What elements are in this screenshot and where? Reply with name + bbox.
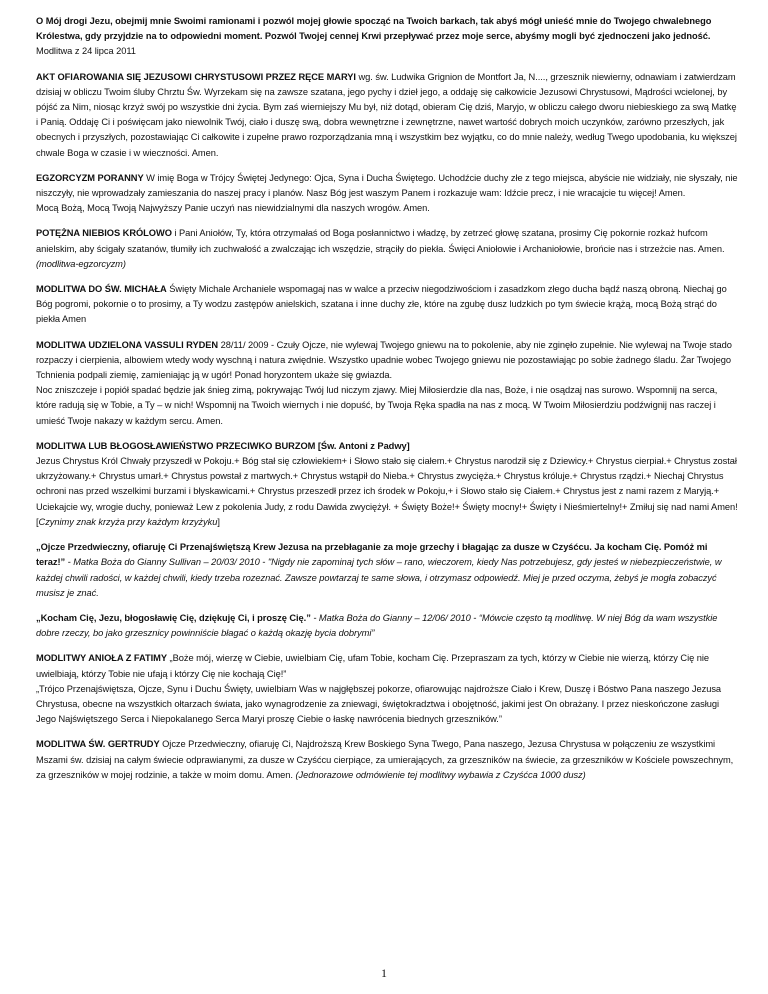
potezna-source: (modlitwa-egzorcyzm) [36,258,126,269]
michal-text: Święty Michale Archaniele wspomagaj nas w walce a przeciw niegodziwościom i zasadzkom złego ducha bądź naszą obroną. Niechaj go Bóg pogromi, pokornie o to prosimy, a Ty wodzu zastępów anielskich, szatana i inne duchy złe, które na zgubę dusz ludzkich po tym świecie krążą, mocą Bożą strąć do piekła Amen [36,284,727,325]
akt-heading: AKT OFIAROWANIA SIĘ JEZUSOWI CHRYSTUSOWI PRZEZ RĘCE MARYI [36,71,356,82]
vassula-line2: Noc zniszczeje i popiół spadać będzie jak śnieg zimą, pokrywając Twój lud niczym zjawy. Miej Miłosierdzie dla nas, Boże, i nie osądzaj nas surowo. Wspomnij na serca, które radują się w Tobie, a Ty – w nich! Wspomnij na Twoich wiernych i nie dopuść, by Twoja Ręka spadła na nas z mocą. W Twoim Miłosierdziu podźwignij nas raczej i umieść Twoje nakazy w każdym sercu. Amen. [36,385,718,426]
egzorcyzm-heading: EGZORCYZM PORANNY [36,172,144,183]
gertruda-paragraph [36,737,738,783]
aniol-heading: MODLITWY ANIOŁA Z FATIMY [36,653,168,664]
vassula-heading: MODLITWA UDZIELONA VASSULI RYDEN [36,339,219,350]
ojcze-commentary: - Matka Boża do Gianny Sullivan – 20/03/ 2010 - "Nigdy nie zapominaj tych słów – rano, wieczorem, kiedy Nas potrzebujesz, gdy jesteś w niebezpieczeństwie, w każdej chwili radości, w każdej chwili, kiedy trzeba rozeznać. Zawsze powtarzaj te same słowa, i otrzymasz odpowiedź. Miej je przed oczyma, żebyś je mogła zobaczyć musisz je znać. [36,557,722,598]
burza-close: ] [217,516,220,527]
burza-note: Czynimy znak krzyża przy każdym krzyżyku [38,516,218,527]
egzorcyzm-line2: Mocą Bożą, Mocą Twoją Najwyższy Panie uczyń nas niewidzialnymi dla naszych wrogów. Amen. [36,203,430,214]
michal-heading: MODLITWA DO ŚW. MICHAŁA [36,284,167,295]
potezna-paragraph [36,226,738,272]
intro-date: Modlitwa z 24 lipca 2011 [36,46,136,57]
ojcze-prayer: „Ojcze Przedwieczny, ofiaruję Ci Przenajświętszą Krew Jezusa na przebłaganie za moje grzechy i błagając za dusze w Czyśćcu. Ja kocham Cię. Pomóż mi teraz!” [36,542,708,568]
gertruda-text: Ojcze Przedwieczny, ofiaruję Ci, Najdroższą Krew Boskiego Syna Twego, Pana naszego, Jezusa Chrystusa w połączeniu ze wszystkimi Mszami św. dzisiaj na całym świecie odprawianymi, za dusze w Czyśćcu cierpiące, za umierających, za grzeszników na świecie, za grzeszników w Kościele powszechnym, za grzeszników w mojej rodzinie, a także w moim domu. Amen. [36,739,734,780]
vassula-paragraph [36,338,738,429]
aniol-paragraph [36,651,738,727]
intro-paragraph [36,14,738,60]
potezna-heading: POTĘŻNA NIEBIOS KRÓLOWO [36,228,172,239]
burza-paragraph [36,439,738,530]
ojcze-paragraph [36,540,738,601]
egzorcyzm-text: W imię Boga w Trójcy Świętej Jedynego: Ojca, Syna i Ducha Świętego. Uchodźcie duchy złe z tego miejsca, abyście nie widziały, nie słyszały, nie niszczyły, nie wprowadzały zamieszania do naszej pracy i planów. Nasz Bóg jest waszym Panem i rozkazuje wam: Idźcie precz, i nie wracajcie tu więcej! Amen. [36,172,738,199]
akt-text: wg. św. Ludwika Grignion de Montfort Ja, N...., grzesznik niewierny, odnawiam i zatwierdzam dzisiaj w obliczu Twoim śluby Chrztu Św. Wyrzekam się na zawsze szatana, jego pychy i dzieł jego, a oddaję się całkowicie Jezusowi Chrystusowi, Mądrości wcielonej, by pójść za Nim, niosąc krzyż swój po wszystkie dni życia. Bym zaś wierniejszy Mu był, niż dotąd, obieram Cię dziś, Maryjo, w obliczu całego dworu niebieskiego za swą Matkę i Panią. Oddaję Ci i poświęcam jako niewolnik Twój, ciało i duszę swą, dobra wewnętrzne i zewnętrzne, nawet wartość dobrych moich uczynków, zarówno przeszłych, jak obecnych i przyszłych, pozostawiając Ci całkowite i zupełne prawo rozporządzania mną i wszystkim bez wyjątku, co do mnie należy, według Twego upodobania, ku większej chwale Boga w czasie i w wieczności. Amen. [36,71,737,158]
kocham-paragraph [36,611,738,641]
michal-paragraph [36,282,738,328]
egzorcyzm-paragraph [36,171,738,217]
aniol-text: „Boże mój, wierzę w Ciebie, uwielbiam Cię, ufam Tobie, kocham Cię. Przepraszam za tych, którzy w Ciebie nie wierzą, którzy Cię nie uwielbiają, którzy Tobie nie ufają i którzy Cię nie kochają Cię!” [36,653,710,679]
vassula-text: 28/11/ 2009 - Czuły Ojcze, nie wylewaj Twojego gniewu na to pokolenie, aby nie zginęło zupełnie. Nie wylewaj na Twoje stado rozpaczy i cierpienia, albowiem wtedy wody wyschną i natura zwiędnie. Wszystko upadnie wobec Twojego gniewu nie pozostawiając po sobie żadnego śladu. Żar Twojego Tchnienia podpali ziemię, zamieniając ją w ugór! Ponad horyzontem ukaże się gwiazda. [36,339,732,381]
aniol-line2: „Trójco Przenajświętsza, Ojcze, Synu i Duchu Święty, uwielbiam Was w najgłębszej pokorze, ofiarowując najdroższe Ciało i Krew, Duszę i Bóstwo Pana naszego Jezusa Chrystusa, obecne na wszystkich ołtarzach świata, jako wynagrodzenie za zniewagi, świętokradztwa i obojętność, jakimi jest On obrażany. I przez nieskończone zasługi Jego Najświętszego Serca i Niepokalanego Serca Maryi proszę Ciebie o łaskę nawrócenia biednych grzeszników.” [36,683,722,725]
gertruda-heading: MODLITWA ŚW. GERTRUDY [36,739,160,750]
kocham-prayer: „Kocham Cię, Jezu, błogosławię Cię, dziękuję Ci, i proszę Cię.” [36,612,311,623]
gertruda-note: (Jednorazowe odmówienie tej modlitwy wybawia z Czyśćca 1000 dusz) [295,769,586,780]
burza-text: Jezus Chrystus Król Chwały przyszedł w Pokoju.+ Bóg stał się człowiekiem+ i Słowo stało się ciałem.+ Chrystus narodził się z Dziewicy.+ Chrystus cierpiał.+ Chrystus został ukrzyżowany.+ Chrystus umarł.+ Chrystus powstał z martwych.+ Chrystus wstąpił do Nieba.+ Chrystus zwycięża.+ Chrystus króluje.+ Chrystus rządzi.+ Niechaj Chrystus ochroni nas przed wszelkimi burzami i błyskawicami.+ Chrystus przeszedł przez ich środek w Pokoju,+ i Słowo stało się Ciałem.+ Chrystus jest z nami razem z Maryją.+ Uciekajcie wy, wrogie duchy, ponieważ Lew z pokolenia Judy, z rodu Dawida zwyciężył. + Święty Boże!+ Święty mocny!+ Święty i Nieśmiertelny!+ Zmiłuj się nad nami Amen! [ [36,456,738,527]
page-number: 1 [381,966,387,980]
intro-prayer: O Mój drogi Jezu, obejmij mnie Swoimi ramionami i pozwól mojej głowie spocząć na Twoich barkach, tak abyś mógł unieść mnie do Twojego chwalebnego Królestwa, gdy przyjdzie na to odpowiedni moment. Pozwól Twojej cennej Krwi przepływać przez moje serce, abyśmy mogli być zjednoczeni jako jedność. [36,16,712,42]
potezna-text: i Pani Aniołów, Ty, która otrzymałaś od Boga posłannictwo i władzę, by zetrzeć głowę szatana, prosimy Cię pokornie rozkaż hufcom anielskim, aby ścigały szatanów, tłumiły ich zuchwałość a zwalczając ich wszędzie, strąciły do piekła. Święci Aniołowie i Archaniołowie, brońcie nas i strzeżcie nas. Amen. [36,228,725,254]
kocham-commentary: - Matka Boża do Gianny – 12/06/ 2010 - “Mówcie często tą modlitwę. W niej Bóg da wam wszystkie dobre rzeczy, bo jako grzesznicy powinniście błagać o każdą okazję bycia dobrymi” [36,612,718,639]
akt-paragraph [36,70,738,161]
burza-heading: MODLITWA LUB BŁOGOSŁAWIEŃSTWO PRZECIWKO BURZOM [Św. Antoni z Padwy] [36,440,410,451]
